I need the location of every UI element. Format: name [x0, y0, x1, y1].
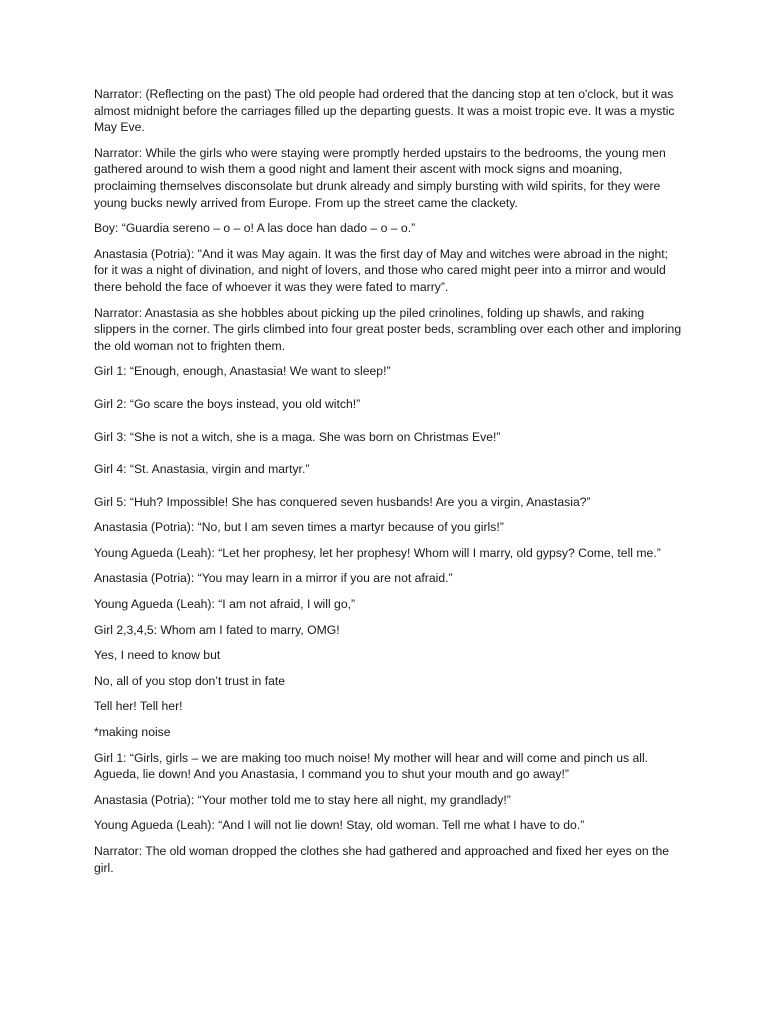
paragraph-girl-3: Girl 3: “She is not a witch, she is a maga. She was born on Christmas Eve!”: [94, 429, 501, 444]
paragraph-anastasia-4: Anastasia (Potria): “Your mother told me to stay here all night, my grandlady!”: [94, 792, 511, 807]
document-body: [94, 86, 684, 885]
paragraph-girl-1: Girl 1: “Enough, enough, Anastasia! We want to sleep!”: [94, 364, 391, 379]
paragraph-girls-chorus: Girl 2,3,4,5: Whom am I fated to marry, OMG!: [94, 622, 340, 637]
paragraph-line-need-to-know: Yes, I need to know but: [94, 648, 221, 663]
paragraph-boy: Boy: “Guardia sereno – o – o! A las doce han dado – o – o.”: [94, 221, 416, 236]
paragraph-agueda-3: Young Agueda (Leah): “And I will not lie down! Stay, old woman. Tell me what I have to do.”: [94, 818, 585, 833]
paragraph-girl-2: Girl 2: “Go scare the boys instead, you old witch!”: [94, 396, 361, 411]
paragraph-anastasia-3: Anastasia (Potria): “You may learn in a mirror if you are not afraid.”: [94, 571, 453, 586]
paragraph-anastasia-2: Anastasia (Potria): “No, but I am seven times a martyr because of you girls!”: [94, 520, 504, 535]
paragraph-line-tell-her: Tell her! Tell her!: [94, 699, 183, 714]
paragraph-agueda-2: Young Agueda (Leah): “I am not afraid, I will go,”: [94, 597, 356, 612]
paragraph-stage-direction: *making noise: [94, 725, 171, 740]
paragraph-narrator-3: Narrator: Anastasia as she hobbles about picking up the piled crinolines, folding up shawls, and raking slippers in the corner. The girls climbed into four great poster beds, scrambling over each other and imploring the old woman not to frighten them.: [94, 305, 682, 353]
paragraph-line-stop-fate: No, all of you stop don’t trust in fate: [94, 673, 286, 688]
paragraph-narrator-4: Narrator: The old woman dropped the clothes she had gathered and approached and fixed her eyes on the girl.: [94, 844, 670, 875]
paragraph-agueda-1: Young Agueda (Leah): “Let her prophesy, let her prophesy! Whom will I marry, old gypsy? Come, tell me.”: [94, 545, 661, 560]
paragraph-narrator-1: Narrator: (Reflecting on the past) The old people had ordered that the dancing stop at ten o'clock, but it was almost midnight before the carriages filled up the departing guests. It was a moist tropic eve. It was a mystic May Eve.: [94, 87, 675, 135]
paragraph-anastasia-1: Anastasia (Potria): "And it was May again. It was the first day of May and witches were abroad in the night; for it was a night of divination, and night of lovers, and those who cared might peer into a mirror and would there behold the face of whoever it was they were fated to marry”.: [94, 246, 669, 294]
paragraph-narrator-2: Narrator: While the girls who were staying were promptly herded upstairs to the bedrooms, the young men gathered around to wish them a good night and lament their ascent with mock signs and moaning, proclaiming themselves disconsolate but drunk already and simply bursting with wild spirits, for they were young bucks newly arrived from Europe. From up the street came the clackety.: [94, 145, 666, 210]
paragraph-girl-4: Girl 4: “St. Anastasia, virgin and martyr.”: [94, 462, 310, 477]
paragraph-girl-5: Girl 5: “Huh? Impossible! She has conquered seven husbands! Are you a virgin, Anastasia?”: [94, 494, 591, 509]
paragraph-girl-1-second: Girl 1: “Girls, girls – we are making too much noise! My mother will hear and will come and pinch us all. Agueda, lie down! And you Anastasia, I command you to shut your mouth and go away!”: [94, 750, 649, 782]
